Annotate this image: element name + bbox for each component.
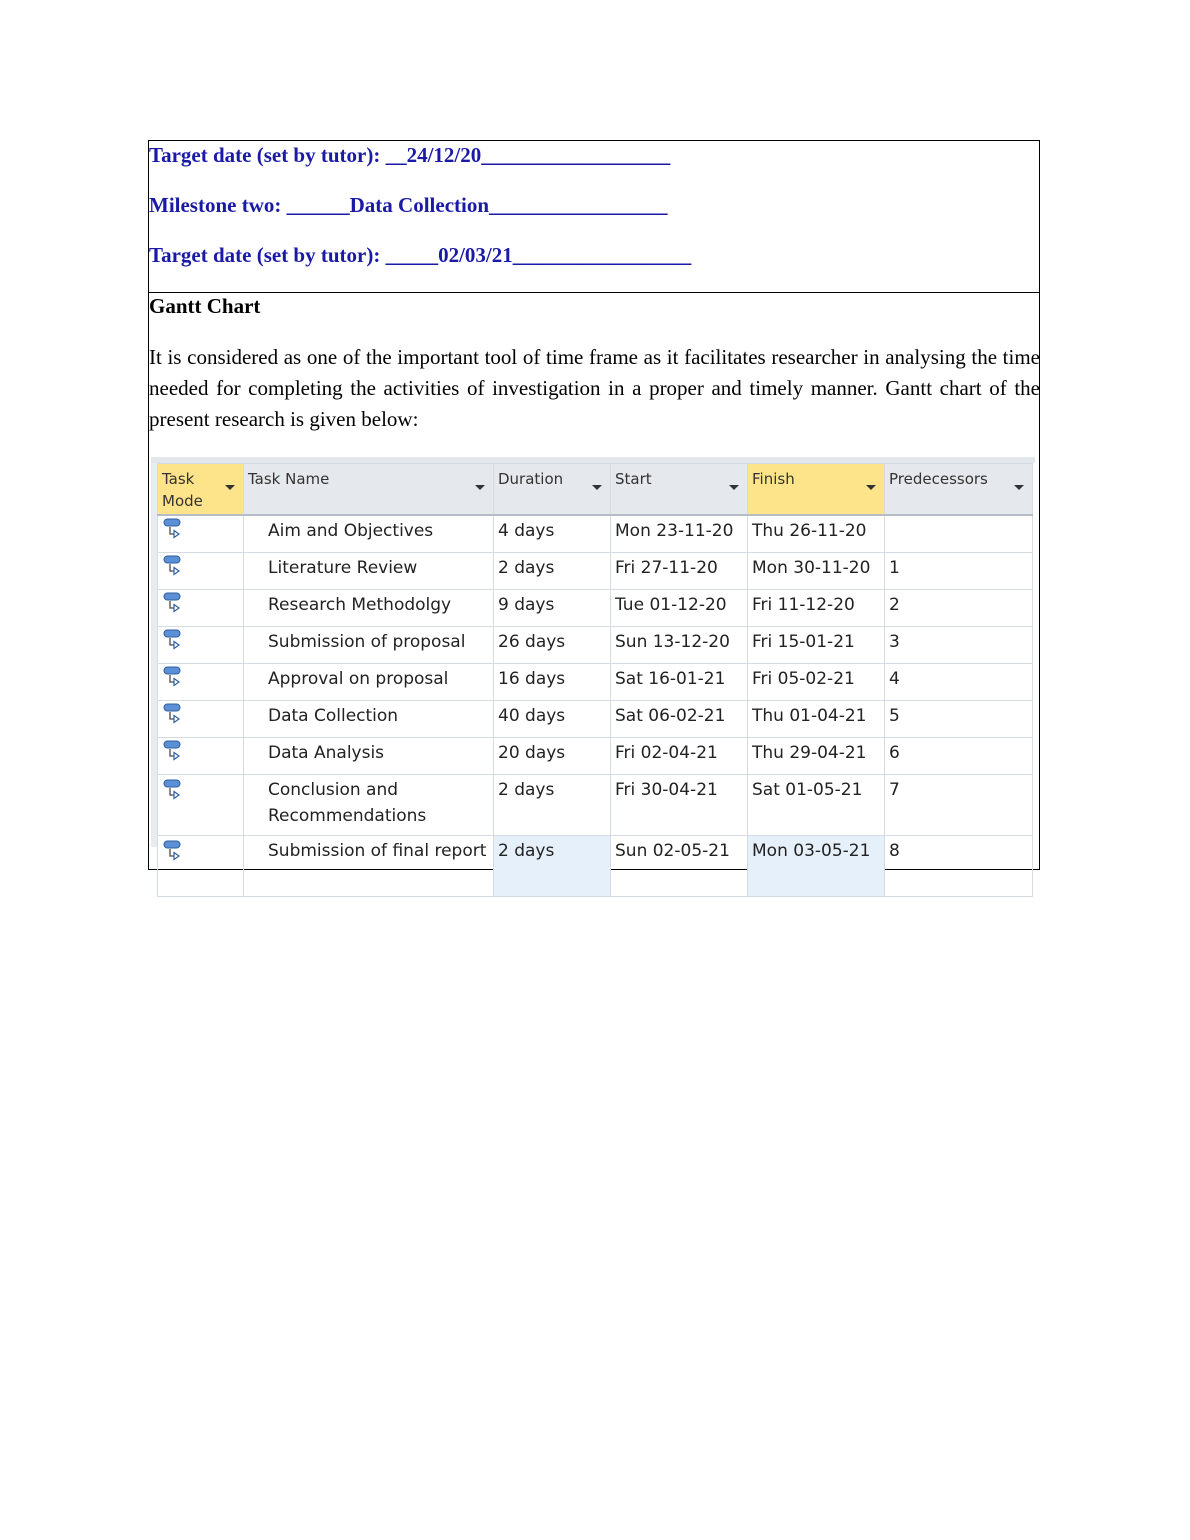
- auto-scheduled-task-icon: [162, 675, 184, 695]
- finish-cell[interactable]: Thu 29-04-21: [748, 738, 885, 775]
- target-date-line-2: Target date (set by tutor): _____02/03/21_________________: [149, 243, 692, 267]
- gantt-table-body: [158, 515, 1033, 897]
- duration-cell[interactable]: 2 days: [494, 775, 611, 836]
- task-name-cell[interactable]: Submission of proposal: [244, 627, 494, 664]
- duration-cell[interactable]: 9 days: [494, 590, 611, 627]
- header-task-mode[interactable]: Task Mode: [158, 464, 244, 516]
- header-duration[interactable]: Duration: [494, 464, 611, 516]
- finish-cell[interactable]: Fri 15-01-21: [748, 627, 885, 664]
- start-cell[interactable]: Tue 01-12-20: [611, 590, 748, 627]
- dropdown-arrow-icon[interactable]: [729, 485, 739, 490]
- auto-scheduled-task-icon: [162, 638, 184, 658]
- predecessors-cell[interactable]: 5: [885, 701, 1033, 738]
- gantt-table-screenshot: [151, 457, 1035, 861]
- finish-cell[interactable]: Thu 26-11-20: [748, 515, 885, 553]
- start-cell[interactable]: Fri 02-04-21: [611, 738, 748, 775]
- task-mode-cell[interactable]: [158, 836, 244, 897]
- start-cell[interactable]: Sat 06-02-21: [611, 701, 748, 738]
- task-mode-cell[interactable]: [158, 701, 244, 738]
- task-mode-cell[interactable]: [158, 515, 244, 553]
- auto-scheduled-task-icon: [162, 788, 184, 808]
- task-mode-cell[interactable]: [158, 664, 244, 701]
- auto-scheduled-task-icon: [162, 601, 184, 621]
- task-mode-cell[interactable]: [158, 553, 244, 590]
- task-name-cell[interactable]: Research Methodolgy: [244, 590, 494, 627]
- auto-scheduled-task-icon: [162, 749, 184, 769]
- start-cell[interactable]: Sat 16-01-21: [611, 664, 748, 701]
- task-name-cell[interactable]: Aim and Objectives: [244, 515, 494, 553]
- task-name-cell[interactable]: Data Analysis: [244, 738, 494, 775]
- start-cell[interactable]: Fri 30-04-21: [611, 775, 748, 836]
- task-mode-cell[interactable]: [158, 590, 244, 627]
- finish-cell[interactable]: Sat 01-05-21: [748, 775, 885, 836]
- gantt-description-paragraph: It is considered as one of the important tool of time frame as it facilitates researcher in analysing the time needed for completing the activities of investigation in a proper and timely manner. Gantt chart of the present research is given below:: [149, 345, 1040, 431]
- auto-scheduled-task-icon: [162, 527, 184, 547]
- dropdown-arrow-icon[interactable]: [1014, 485, 1024, 490]
- auto-scheduled-task-icon: [162, 712, 184, 732]
- table-row[interactable]: [158, 627, 1033, 664]
- finish-cell[interactable]: Thu 01-04-21: [748, 701, 885, 738]
- duration-cell[interactable]: 26 days: [494, 627, 611, 664]
- table-row[interactable]: [158, 553, 1033, 590]
- predecessors-cell[interactable]: [885, 515, 1033, 553]
- finish-cell[interactable]: Mon 03-05-21: [748, 836, 885, 897]
- predecessors-cell[interactable]: 7: [885, 775, 1033, 836]
- header-finish[interactable]: Finish: [748, 464, 885, 516]
- table-row[interactable]: [158, 775, 1033, 836]
- predecessors-cell[interactable]: 3: [885, 627, 1033, 664]
- table-row[interactable]: [158, 664, 1033, 701]
- dropdown-arrow-icon[interactable]: [592, 485, 602, 490]
- finish-cell[interactable]: Fri 11-12-20: [748, 590, 885, 627]
- dropdown-arrow-icon[interactable]: [866, 485, 876, 490]
- table-row[interactable]: [158, 590, 1033, 627]
- dropdown-arrow-icon[interactable]: [475, 485, 485, 490]
- task-name-cell[interactable]: Data Collection: [244, 701, 494, 738]
- task-name-cell[interactable]: Approval on proposal: [244, 664, 494, 701]
- duration-cell[interactable]: 40 days: [494, 701, 611, 738]
- dropdown-arrow-icon[interactable]: [225, 485, 235, 490]
- finish-cell[interactable]: Mon 30-11-20: [748, 553, 885, 590]
- start-cell[interactable]: Fri 27-11-20: [611, 553, 748, 590]
- table-row[interactable]: [158, 738, 1033, 775]
- predecessors-cell[interactable]: 2: [885, 590, 1033, 627]
- task-name-cell[interactable]: Conclusion and Recommendations: [244, 775, 494, 836]
- table-header-row: [158, 464, 1033, 516]
- duration-cell[interactable]: 20 days: [494, 738, 611, 775]
- duration-cell[interactable]: 4 days: [494, 515, 611, 553]
- milestone-cell: [149, 141, 1039, 293]
- auto-scheduled-task-icon: [162, 564, 184, 584]
- start-cell[interactable]: Sun 13-12-20: [611, 627, 748, 664]
- task-mode-cell[interactable]: [158, 738, 244, 775]
- duration-cell[interactable]: 16 days: [494, 664, 611, 701]
- predecessors-cell[interactable]: 8: [885, 836, 1033, 897]
- predecessors-cell[interactable]: 6: [885, 738, 1033, 775]
- table-row[interactable]: [158, 515, 1033, 553]
- header-task-name[interactable]: Task Name: [244, 464, 494, 516]
- auto-scheduled-task-icon: [162, 849, 184, 869]
- document-table-frame: [148, 140, 1040, 870]
- header-start[interactable]: Start: [611, 464, 748, 516]
- target-date-line-1: Target date (set by tutor): __24/12/20__________________: [149, 143, 671, 167]
- start-cell[interactable]: Mon 23-11-20: [611, 515, 748, 553]
- task-mode-cell[interactable]: [158, 627, 244, 664]
- task-mode-cell[interactable]: [158, 775, 244, 836]
- table-row[interactable]: [158, 836, 1033, 897]
- task-name-cell[interactable]: Submission of final report: [244, 836, 494, 897]
- start-cell[interactable]: Sun 02-05-21: [611, 836, 748, 897]
- milestone-two-line: Milestone two: ______Data Collection_________________: [149, 193, 668, 217]
- gantt-chart-heading: Gantt Chart: [149, 294, 261, 318]
- predecessors-cell[interactable]: 4: [885, 664, 1033, 701]
- gantt-task-table: [157, 463, 1033, 897]
- duration-cell[interactable]: 2 days: [494, 836, 611, 897]
- duration-cell[interactable]: 2 days: [494, 553, 611, 590]
- predecessors-cell[interactable]: 1: [885, 553, 1033, 590]
- task-name-cell[interactable]: Literature Review: [244, 553, 494, 590]
- finish-cell[interactable]: Fri 05-02-21: [748, 664, 885, 701]
- table-row[interactable]: [158, 701, 1033, 738]
- header-predecessors[interactable]: Predecessors: [885, 464, 1033, 516]
